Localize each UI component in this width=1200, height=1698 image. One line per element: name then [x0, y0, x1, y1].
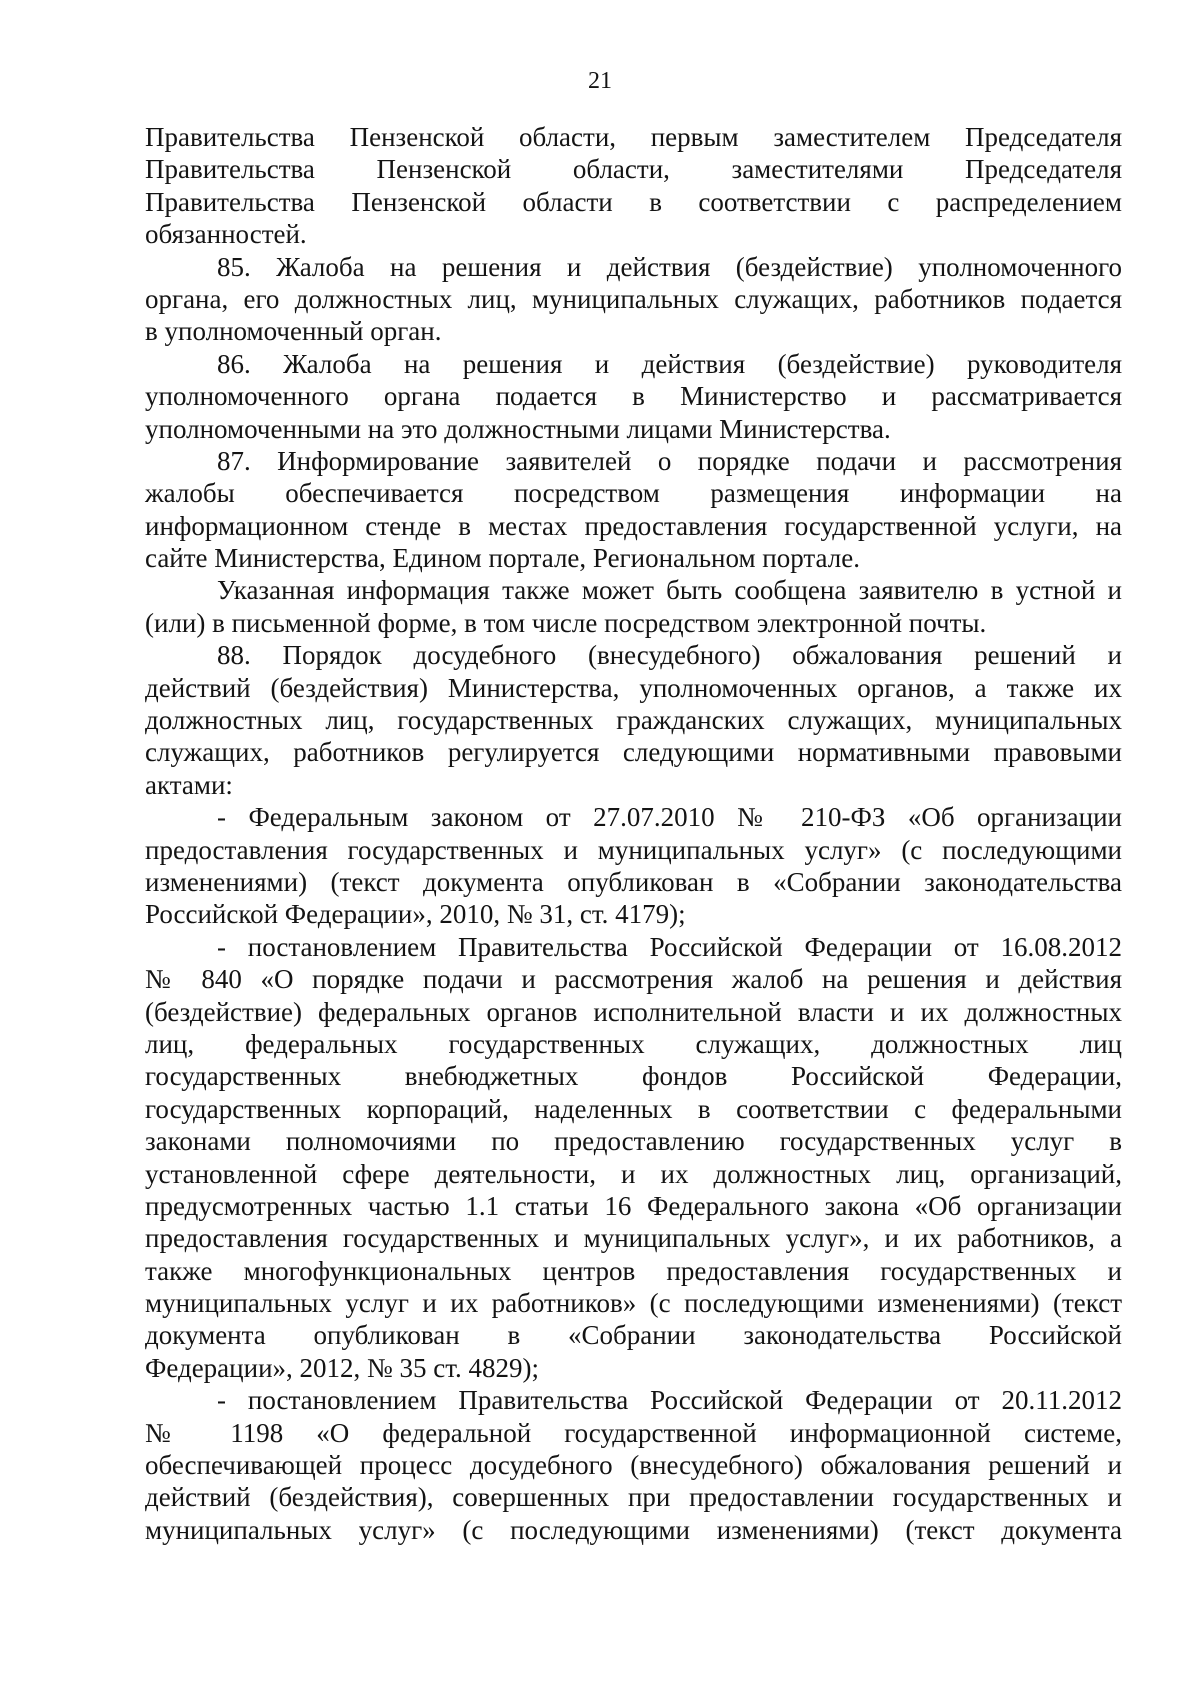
- text-line: информационном стенде в местах предоставления государственной услуги, на: [145, 510, 1122, 541]
- text-line: 85. Жалоба на решения и действия (бездействие) уполномоченного: [217, 251, 1122, 282]
- text-line: обязанностей.: [145, 219, 307, 250]
- text-line: лиц, федеральных государственных служащих, должностных лиц: [145, 1028, 1122, 1059]
- text-line: предоставления государственных и муниципальных услуг» (с последующими: [145, 834, 1122, 865]
- text-line: (или) в письменной форме, в том числе посредством электронной почты.: [145, 607, 987, 638]
- text-line: уполномоченного органа подается в Министерство и рассматривается: [145, 381, 1122, 412]
- text-line: 86. Жалоба на решения и действия (бездействие) руководителя: [217, 348, 1122, 379]
- text-line: жалобы обеспечивается посредством размещения информации на: [145, 478, 1122, 509]
- text-line: действий (бездействия), совершенных при предоставлении государственных и: [145, 1482, 1122, 1513]
- text-line: муниципальных услуг» (с последующими изменениями) (текст документа: [145, 1514, 1122, 1545]
- text-line: предусмотренных частью 1.1 статьи 16 Федерального закона «Об организации: [145, 1190, 1122, 1221]
- text-line: Федерации», 2012, № 35 ст. 4829);: [145, 1352, 540, 1383]
- text-line: должностных лиц, государственных гражданских служащих, муниципальных: [145, 705, 1122, 736]
- text-line: Российской Федерации», 2010, № 31, ст. 4179);: [145, 899, 686, 930]
- text-line: служащих, работников регулируется следующими нормативными правовыми: [145, 737, 1122, 768]
- text-line: документа опубликован в «Собрании законодательства Российской: [145, 1320, 1122, 1351]
- text-line: также многофункциональных центров предоставления государственных и: [145, 1255, 1122, 1286]
- text-line: изменениями) (текст документа опубликован в «Собрании законодательства: [145, 866, 1122, 897]
- text-line: (бездействие) федеральных органов исполнительной власти и их должностных: [145, 996, 1122, 1027]
- text-line: уполномоченными на это должностными лицами Министерства.: [145, 413, 891, 444]
- document-body: [145, 121, 1122, 1546]
- text-line: органа, его должностных лиц, муниципальных служащих, работников подается: [145, 283, 1122, 314]
- text-line: - Федеральным законом от 27.07.2010 № 210-ФЗ «Об организации: [217, 802, 1122, 833]
- text-line: обеспечивающей процесс досудебного (внесудебного) обжалования решений и: [145, 1450, 1122, 1481]
- text-line: № 840 «О порядке подачи и рассмотрения жалоб на решения и действия: [145, 964, 1122, 995]
- text-line: действий (бездействия) Министерства, уполномоченных органов, а также их: [145, 672, 1122, 703]
- text-line: установленной сфере деятельности, и их должностных лиц, организаций,: [145, 1158, 1122, 1189]
- text-line: предоставления государственных и муниципальных услуг», и их работников, а: [145, 1223, 1122, 1254]
- text-line: - постановлением Правительства Российской Федерации от 16.08.2012: [217, 931, 1122, 962]
- text-line: Правительства Пензенской области в соответствии с распределением: [145, 186, 1122, 217]
- page-number: 21: [588, 68, 612, 94]
- text-line: Указанная информация также может быть сообщена заявителю в устной и: [217, 575, 1122, 606]
- text-line: муниципальных услуг и их работников» (с последующими изменениями) (текст: [145, 1288, 1122, 1319]
- text-line: государственных внебюджетных фондов Российской Федерации,: [145, 1061, 1122, 1092]
- text-line: № 1198 «О федеральной государственной информационной системе,: [145, 1417, 1122, 1448]
- text-line: Правительства Пензенской области, заместителями Председателя: [145, 154, 1122, 185]
- text-line: актами:: [145, 769, 233, 800]
- text-line: 87. Информирование заявителей о порядке подачи и рассмотрения: [217, 445, 1122, 476]
- text-line: сайте Министерства, Едином портале, Региональном портале.: [145, 543, 860, 574]
- text-line: - постановлением Правительства Российской Федерации от 20.11.2012: [217, 1385, 1122, 1416]
- text-line: государственных корпораций, наделенных в соответствии с федеральными: [145, 1093, 1122, 1124]
- text-line: 88. Порядок досудебного (внесудебного) обжалования решений и: [217, 640, 1122, 671]
- text-line: законами полномочиями по предоставлению государственных услуг в: [145, 1126, 1122, 1157]
- text-line: в уполномоченный орган.: [145, 316, 442, 347]
- text-line: Правительства Пензенской области, первым заместителем Председателя: [145, 122, 1122, 152]
